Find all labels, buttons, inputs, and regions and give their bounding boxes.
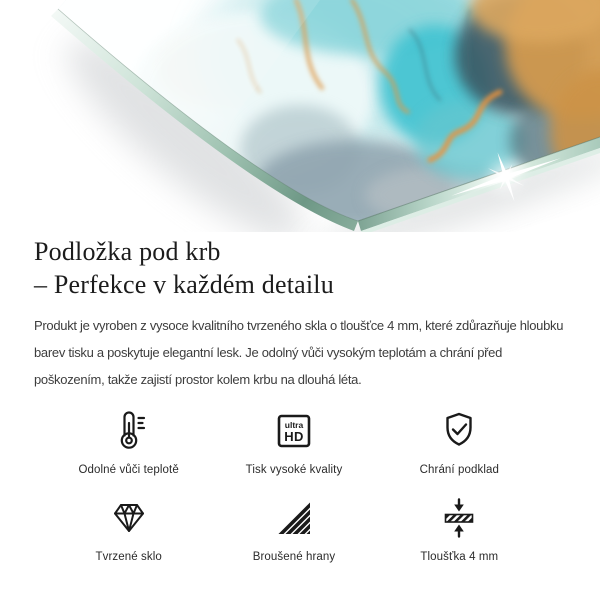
ultra-hd-icon-text-top: ultra (284, 420, 304, 430)
shield-check-icon (437, 409, 481, 453)
ultra-hd-icon-text-bottom: HD (284, 429, 304, 444)
feature-temperature-resistant (46, 409, 211, 476)
feature-label: Broušené hrany (252, 551, 336, 563)
feature-label: Chrání podklad (419, 464, 500, 476)
product-info-section (0, 235, 600, 563)
page-title (34, 235, 566, 301)
feature-label: Tloušťka 4 mm (420, 551, 499, 563)
thickness-4mm-icon (437, 496, 481, 540)
product-image (0, 0, 600, 232)
feature-tempered-glass (46, 496, 211, 563)
feature-grid (46, 409, 542, 563)
feature-label: Tvrzené sklo (95, 551, 162, 563)
feature-polished-edges (211, 496, 376, 563)
page-title-line1: Podložka pod krb (34, 237, 221, 266)
feature-protects-floor (377, 409, 542, 476)
thermometer-icon (107, 409, 151, 453)
polished-edges-icon (272, 496, 316, 540)
product-description: Produkt je vyroben z vysoce kvalitního tvrzeného skla o tloušťce 4 mm, které zdůrazňuje hloubku barev tisku a poskytuje elegantní lesk. Je odolný vůči vysokým teplotám a chrání před poškozením, takže zajistí prostor kolem krbu na dlouhá léta. (34, 318, 564, 387)
ultra-hd-icon (272, 409, 316, 453)
feature-label: Tisk vysoké kvality (245, 464, 343, 476)
diamond-icon (107, 496, 151, 540)
glass-panel-photo (0, 0, 600, 232)
page-title-line2: – Perfekce v každém detailu (34, 270, 334, 299)
feature-thickness (377, 496, 542, 563)
feature-label: Odolné vůči teplotě (78, 464, 179, 476)
feature-print-quality (211, 409, 376, 476)
